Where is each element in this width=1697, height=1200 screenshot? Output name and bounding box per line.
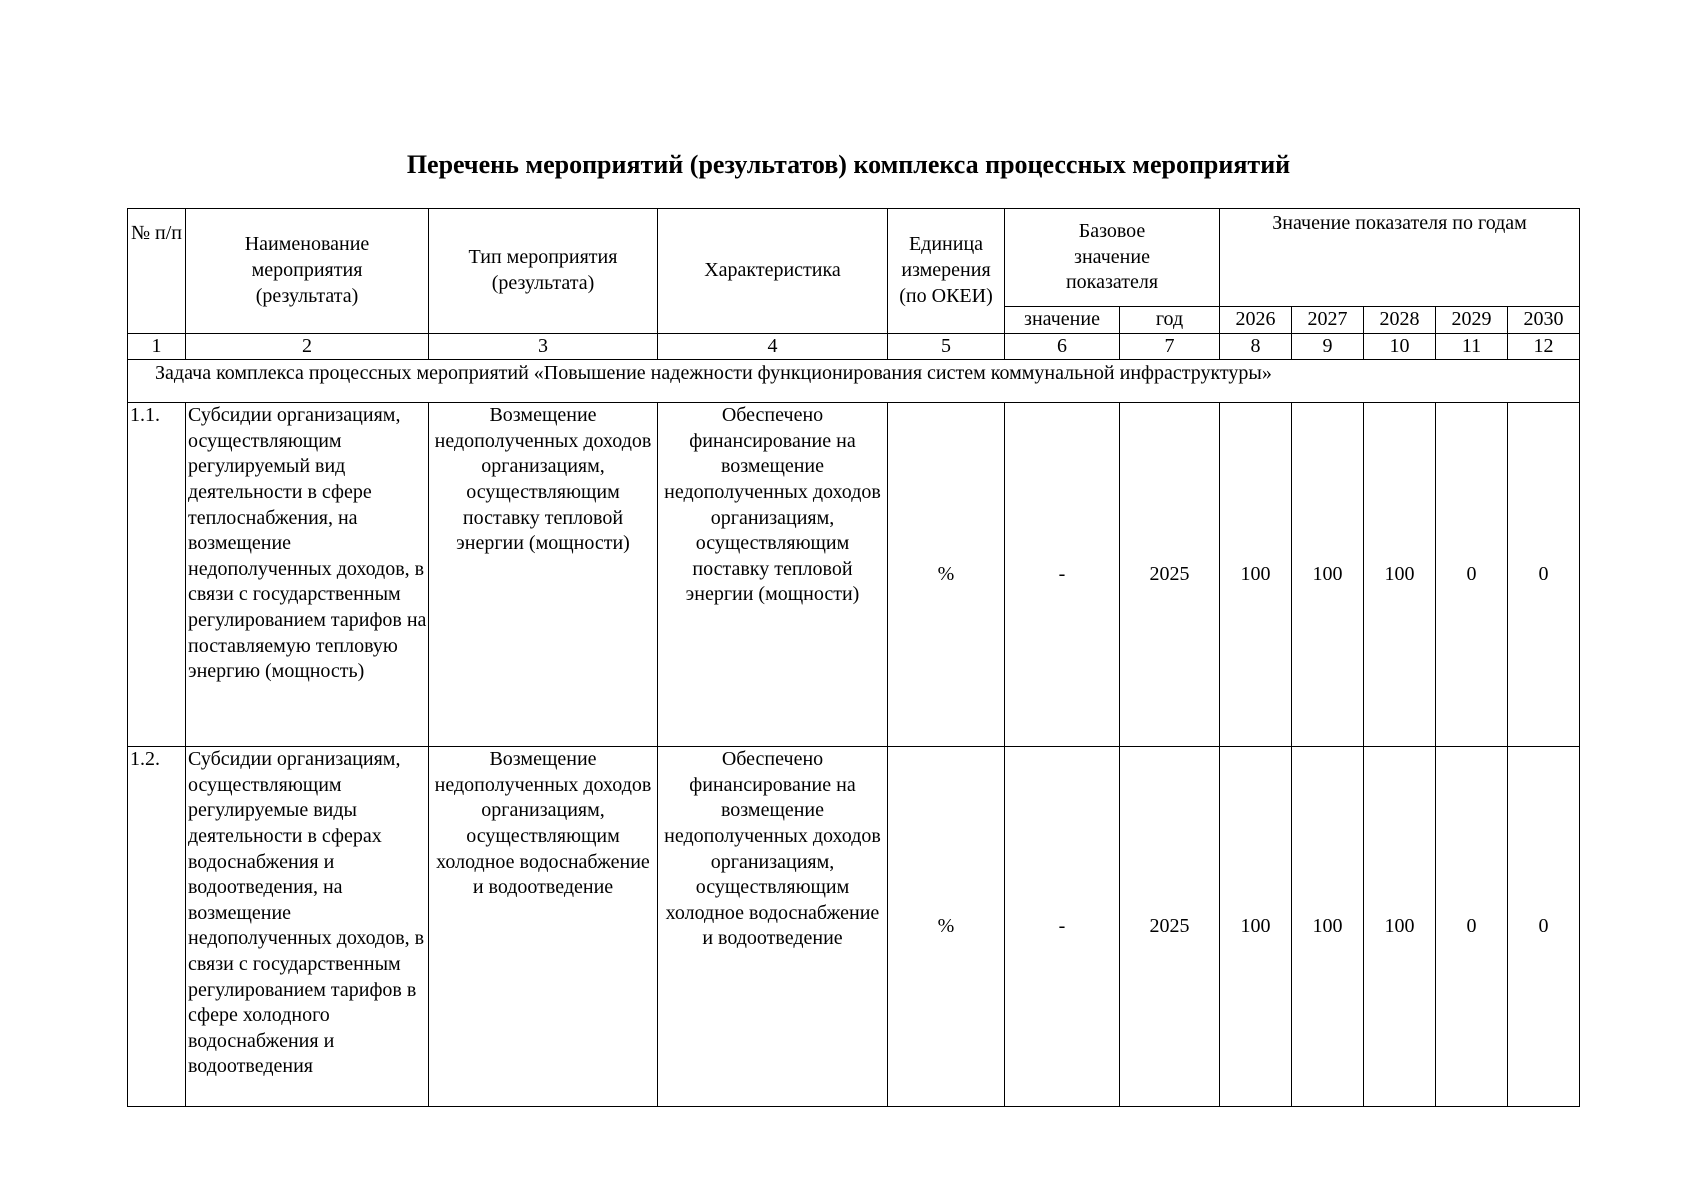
row-value-2029: 0 — [1436, 747, 1508, 1107]
row-unit: % — [888, 747, 1005, 1107]
row-type: Возмещение недополученных доходов организациям, осуществляющим холодное водоснабжение и водоотведение — [429, 747, 658, 1107]
header-year-2030: 2030 — [1508, 307, 1580, 334]
header-year-2028: 2028 — [1364, 307, 1436, 334]
header-year-2026: 2026 — [1220, 307, 1292, 334]
header-characteristic: Характеристика — [658, 209, 888, 334]
column-numbers-row — [128, 333, 1580, 360]
row-base-value: - — [1005, 403, 1120, 747]
row-characteristic: Обеспечено финансирование на возмещение недополученных доходов организациям, осуществляющим поставку тепловой энергии (мощности) — [658, 403, 888, 747]
column-number: 11 — [1436, 333, 1508, 360]
task-title: Задача комплекса процессных мероприятий «Повышение надежности функционирования систем коммунальной инфраструктуры» — [128, 360, 1580, 403]
document-title: Перечень мероприятий (результатов) комплекса процессных мероприятий — [406, 150, 1291, 179]
row-base-value: - — [1005, 747, 1120, 1107]
table-row — [128, 403, 1580, 747]
header-year-2029: 2029 — [1436, 307, 1508, 334]
row-value-2030: 0 — [1508, 747, 1580, 1107]
row-base-year: 2025 — [1120, 403, 1220, 747]
column-number: 6 — [1005, 333, 1120, 360]
row-value-2026: 100 — [1220, 747, 1292, 1107]
header-type: Тип мероприятия (результата) — [429, 209, 658, 334]
column-number: 7 — [1120, 333, 1220, 360]
row-value-2028: 100 — [1364, 747, 1436, 1107]
row-value-2028: 100 — [1364, 403, 1436, 747]
header-row — [128, 209, 1580, 307]
row-name: Субсидии организациям, осуществляющим регулируемые виды деятельности в сферах водоснабжения и водоотведения, на возмещение недополученных доходов, в связи с государственным регулированием тарифов в сфере холодного водоснабжения и водоотведения — [186, 747, 429, 1107]
column-number: 1 — [128, 333, 186, 360]
table-row — [128, 747, 1580, 1107]
row-unit: % — [888, 403, 1005, 747]
header-unit: Единица измерения (по ОКЕИ) — [888, 209, 1005, 334]
row-type: Возмещение недополученных доходов организациям, осуществляющим поставку тепловой энергии (мощности) — [429, 403, 658, 747]
column-number: 2 — [186, 333, 429, 360]
column-number: 5 — [888, 333, 1005, 360]
row-num: 1.1. — [128, 403, 186, 747]
column-number: 3 — [429, 333, 658, 360]
header-base-value: значение — [1005, 307, 1120, 334]
row-base-year: 2025 — [1120, 747, 1220, 1107]
row-value-2027: 100 — [1292, 403, 1364, 747]
header-base: Базовое значение показателя — [1005, 209, 1220, 307]
row-name: Субсидии организациям, осуществляющим регулируемый вид деятельности в сфере теплоснабжения, на возмещение недополученных доходов, в связи с государственным регулированием тарифов на поставляемую тепловую энергию (мощность) — [186, 403, 429, 747]
row-characteristic: Обеспечено финансирование на возмещение недополученных доходов организациям, осуществляющим холодное водоснабжение и водоотведение — [658, 747, 888, 1107]
header-name: Наименование мероприятия (результата) — [186, 209, 429, 334]
column-number: 12 — [1508, 333, 1580, 360]
header-year-2027: 2027 — [1292, 307, 1364, 334]
row-value-2030: 0 — [1508, 403, 1580, 747]
measures-table — [127, 208, 1580, 1107]
row-num: 1.2. — [128, 747, 186, 1107]
column-number: 4 — [658, 333, 888, 360]
task-row — [128, 360, 1580, 403]
row-value-2029: 0 — [1436, 403, 1508, 747]
header-num: № п/п — [128, 209, 186, 334]
row-value-2027: 100 — [1292, 747, 1364, 1107]
column-number: 10 — [1364, 333, 1436, 360]
column-number: 8 — [1220, 333, 1292, 360]
row-value-2026: 100 — [1220, 403, 1292, 747]
header-by-years: Значение показателя по годам — [1220, 209, 1580, 307]
column-number: 9 — [1292, 333, 1364, 360]
header-base-year: год — [1120, 307, 1220, 334]
